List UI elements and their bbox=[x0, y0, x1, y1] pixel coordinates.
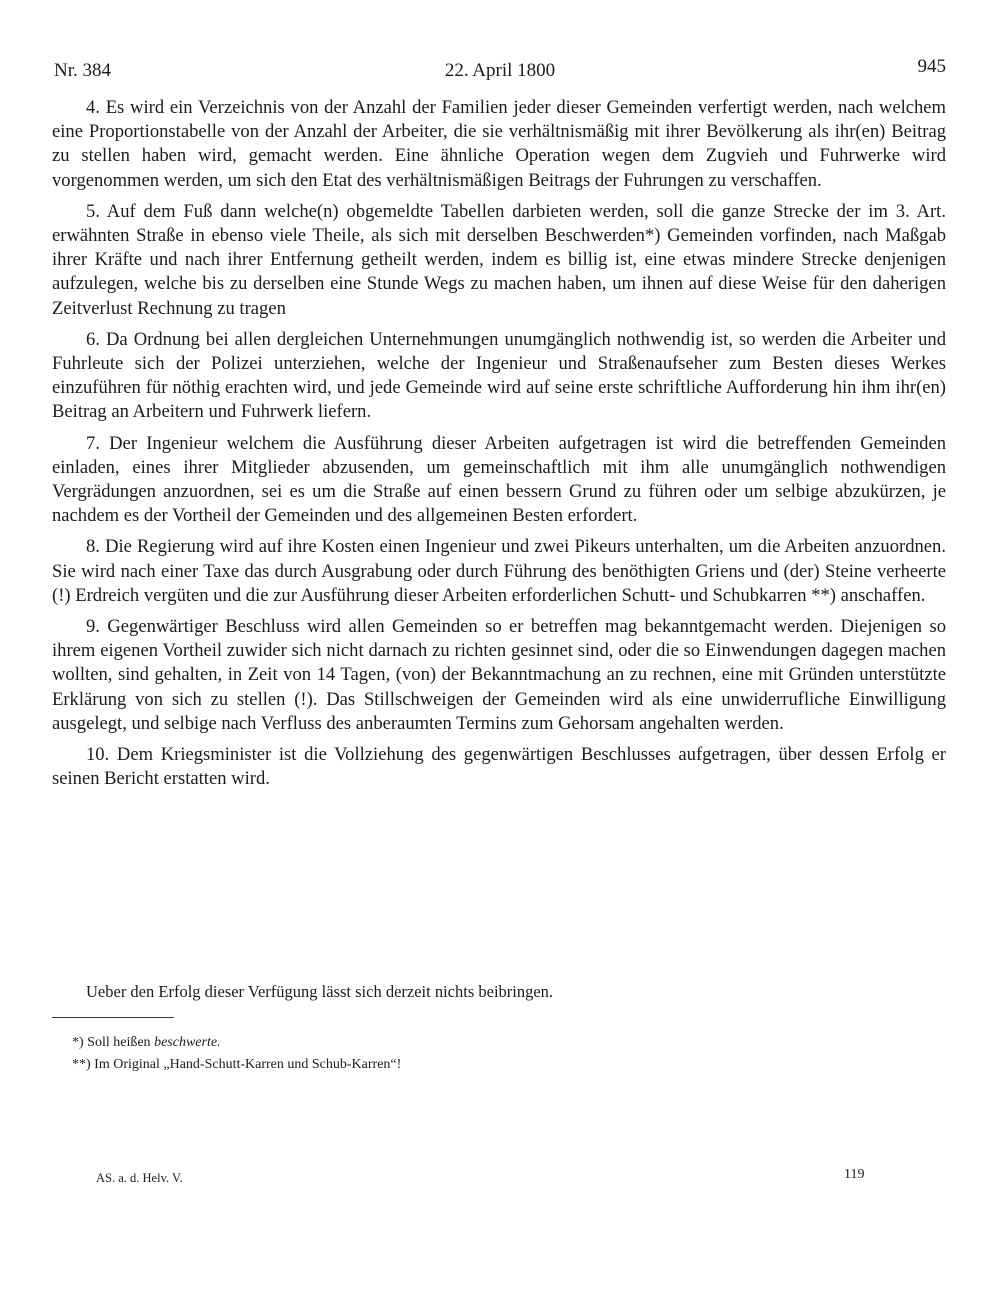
footnote-text: Im Original „Hand-Schutt-Karren und Schub-Karren“! bbox=[94, 1057, 402, 1072]
footnote-1 bbox=[72, 1032, 401, 1054]
paragraph-9: 9. Gegenwärtiger Beschluss wird allen Gemeinden so er betreffen mag bekanntgemacht werden. Diejenigen so ihrem eigenen Vortheil zuwider sich nicht darnach zu richten gesinnet sind, oder die so Einwendungen dagegen machen wollten, sind gehalten, in Zeit von 14 Tagen, (von) der Bekanntmachung an zu rechnen, eine mit Gründen unterstützte Erklärung von sich zu stellen (!). Das Stillschweigen der Gemeinden wird als eine unwiderrufliche Einwilligung ausgelegt, und selbige nach Verfluss des anberaumten Termins zum Gehorsam angehalten werden. bbox=[52, 616, 946, 734]
footnote-text: Soll heißen bbox=[87, 1035, 151, 1050]
footnote-mark: **) bbox=[72, 1057, 91, 1072]
footnote-emphasis: beschwerte. bbox=[154, 1035, 221, 1050]
footnote-mark: *) bbox=[72, 1035, 84, 1050]
paragraph-10: 10. Dem Kriegsminister ist die Vollziehung des gegenwärtigen Beschlusses aufgetragen, über dessen Erfolg er seinen Bericht erstatten wird. bbox=[52, 744, 946, 790]
body-text bbox=[52, 96, 946, 798]
paragraph-7: 7. Der Ingenieur welchem die Ausführung dieser Arbeiten aufgetragen ist wird die betreffenden Gemeinden einladen, eines ihrer Mitglieder abzusenden, um gemeinschaftlich mit ihm alle unumgänglich nothwendigen Vergrädungen anzuordnen, sei es um die Straße auf einen bessern Grund zu führen oder um selbige abzukürzen, je nachdem es der Vortheil der Gemeinden und des allgemeinen Besten erfordert. bbox=[52, 432, 946, 527]
document-date: 22. April 1800 bbox=[444, 60, 556, 81]
paragraph-6: 6. Da Ordnung bei allen dergleichen Unternehmungen unumgänglich nothwendig ist, so werden die Arbeiter und Fuhrleute sich der Polizei unterziehen, welche der Ingenieur und Straßenaufseher zum Besten dieses Werkes einzuführen für nöthig erachten wird, und jede Gemeinde wird auf seine erste schriftliche Aufforderung hin ihm ihr(en) Beitrag an Arbeitern und Fuhrwerk liefern. bbox=[52, 328, 946, 423]
editorial-note: Ueber den Erfolg dieser Verfügung lässt sich derzeit nichts beibringen. bbox=[86, 982, 554, 1001]
page-number: 945 bbox=[917, 56, 946, 77]
page-header bbox=[54, 56, 946, 88]
document-number: Nr. 384 bbox=[54, 60, 111, 81]
sheet-number: 119 bbox=[844, 1167, 865, 1182]
paragraph-8: 8. Die Regierung wird auf ihre Kosten einen Ingenieur und zwei Pikeurs unterhalten, um die Arbeiten anzuordnen. Sie wird nach einer Taxe das durch Ausgrabung oder durch Führung des benöthigten Griens und (der) Steine verheerte (!) Erdreich vergüten und die zur Ausführung dieser Arbeiten erforderlichen Schutt- und Schubkarren **) anschaffen. bbox=[52, 536, 946, 606]
footnote-2 bbox=[72, 1054, 401, 1076]
paragraph-4: 4. Es wird ein Verzeichnis von der Anzahl der Familien jeder dieser Gemeinden verfertigt werden, nach welchem eine Proportionstabelle von der Anzahl der Arbeiter, die sie verhältnismäßig mit ihrer Bevölkerung als ihr(en) Beitrag zu stellen haben wird, gemacht werden. Eine ähnliche Operation wegen dem Zugvieh und Fuhrwerke wird vorgenommen werden, um sich den Etat des verhältnismäßigen Beitrags der Fuhrungen zu verschaffen. bbox=[52, 97, 946, 191]
footnotes bbox=[72, 1032, 401, 1076]
source-reference: AS. a. d. Helv. V. bbox=[96, 1171, 183, 1185]
paragraph-5: 5. Auf dem Fuß dann welche(n) obgemeldte Tabellen darbieten werden, soll die ganze Strecke der im 3. Art. erwähnten Straße in ebenso viele Theile, als sich mit derselben Beschwerden*) Gemeinden vorfinden, nach Maßgab ihrer Kräfte und nach ihrer Entfernung getheilt werden, indem es billig ist, eine etwas mindere Strecke denjenigen aufzulegen, welche bis zu derselben eine Stunde Wegs zu machen haben, um ihnen auf diese Weise für den daherigen Zeitverlust Rechnung zu tragen bbox=[52, 200, 946, 319]
footnote-divider bbox=[52, 1017, 174, 1018]
